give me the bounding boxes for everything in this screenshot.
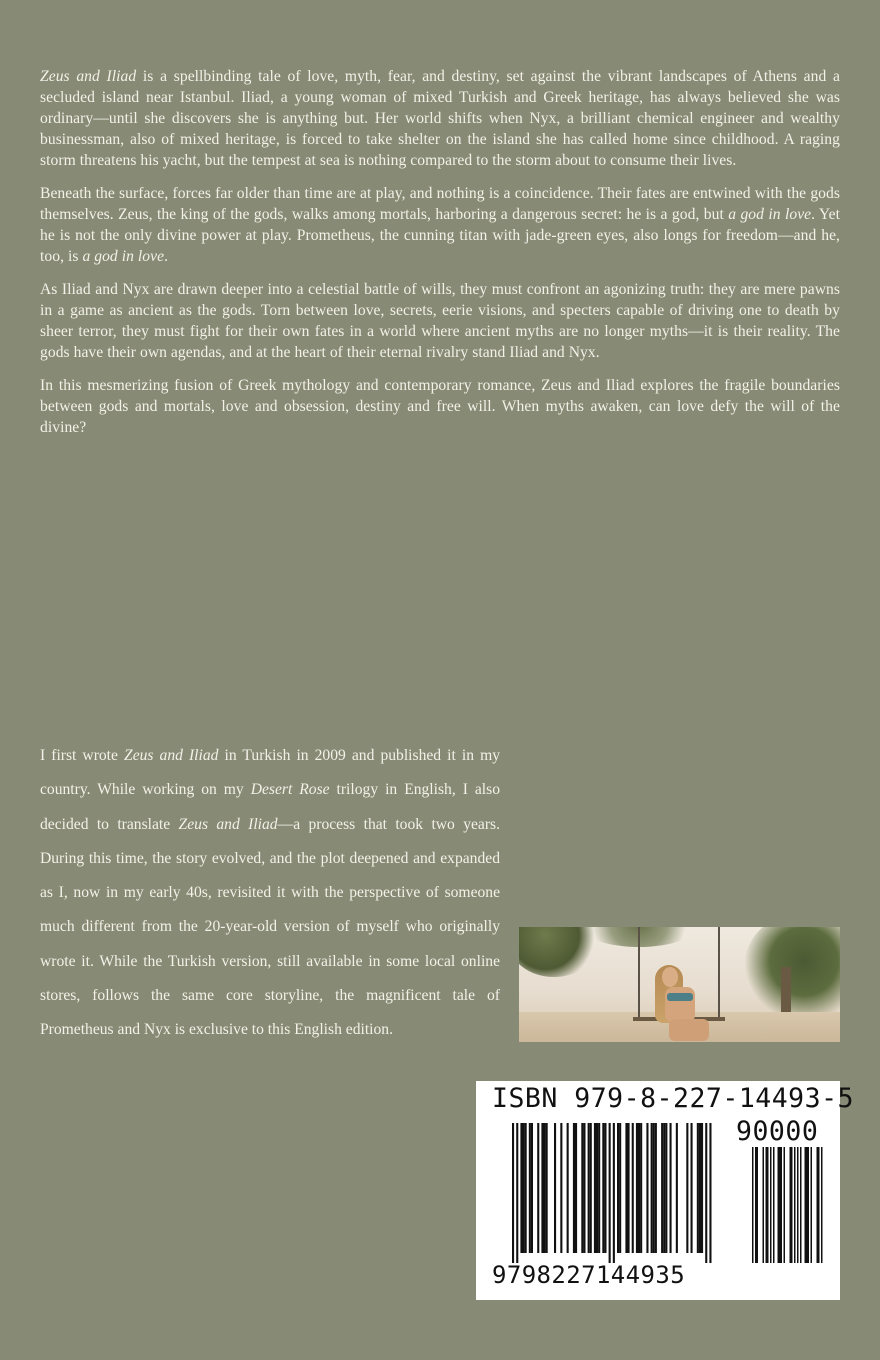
barcode-bar [531,1123,533,1253]
barcode-bar [590,1123,592,1253]
barcode-bar [598,1123,600,1253]
price-bar [784,1147,786,1263]
price-bar [794,1147,796,1263]
price-bar [766,1147,768,1263]
barcode-bar [541,1123,543,1253]
barcode-bar [617,1123,619,1253]
barcode-bar [655,1123,657,1253]
barcode-bar [709,1123,711,1263]
barcode-bar [609,1123,611,1263]
barcode-bar [651,1123,653,1253]
barcode-bar [523,1123,525,1253]
barcode-bar [697,1123,699,1253]
barcode-bar [567,1123,569,1253]
blurb-paragraph [40,66,840,171]
barcode-bar [663,1123,665,1253]
text-run: In this mesmerizing fusion of Greek mythology and contemporary romance, Zeus and Iliad explores the fragile boundaries between gods and mortals, love and obsession, destiny and free will. When myths awaken, can love defy the will of the divine? [40,377,840,436]
price-bar [817,1147,819,1263]
barcode-bar [588,1123,590,1253]
barcode-bar [638,1123,640,1253]
barcode-bar [705,1123,707,1263]
price-bar [791,1147,793,1263]
blurb-paragraph [40,375,840,438]
italic-title: Desert Rose [250,781,330,799]
price-bar [805,1147,807,1263]
price-bar [808,1147,810,1263]
text-run: —a process that took two years. During this time, the story evolved, and the plot deepened and expanded as I, now in my early 40s, revisited it with the perspective of someone much different from the 20-year-old version of myself who originally wrote it. While the Turkish version, still available in some local online stores, follows the same core storyline, the magnificent tale of Prometheus and Nyx is exclusive to this English edition. [40,815,500,1039]
text-run: is a spellbinding tale of love, myth, fear, and destiny, set against the vibrant landscapes of Athens and a secluded island near Istanbul. Iliad, a young woman of mixed Turkish and Greek heritage, has always believed she was ordinary—until she discovers she is anything but. Her world shifts when Nyx, a brilliant chemical engineer and wealthy businessman, also of mixed heritage, is forced to take shelter on the island she has called home since childhood. A raging storm threatens his yacht, but the tempest at sea is nothing compared to the storm about to consume their lives. [40,68,840,169]
barcode-bar [525,1123,527,1253]
price-bar [811,1147,813,1263]
barcode-bar [512,1123,514,1263]
author-note [40,739,500,1048]
barcode-bar [670,1123,672,1253]
barcode-bar [594,1123,596,1253]
barcode-bar [646,1123,648,1253]
price-bar [757,1147,759,1263]
barcode-bar [676,1123,678,1253]
text-run: . [164,248,169,265]
barcode-bar [546,1123,548,1253]
text-run: in Turkish in 2009 and published it in my country. While working on my [40,747,501,799]
price-bar [778,1147,780,1263]
barcode-bar [544,1123,546,1253]
barcode-bar [625,1123,627,1253]
barcode-bar [619,1123,621,1253]
barcode-bar [583,1123,585,1253]
price-bar [818,1147,820,1263]
price-bar [797,1147,799,1263]
barcode-bar [665,1123,667,1253]
price-bar [773,1147,775,1263]
barcode-bar [604,1123,606,1253]
barcode-bar [653,1123,655,1253]
barcode-bar [537,1123,539,1253]
isbn-barcode [476,1081,854,1300]
text-run: I first wrote [40,747,125,764]
price-bar [755,1147,757,1263]
price-bar [767,1147,769,1263]
back-cover-blurb [40,66,840,438]
text-run: As Iliad and Nyx are drawn deeper into a celestial battle of wills, they must confront an agonizing truth: they are mere pawns in a game as ancient as the gods. Torn between love, secrets, eerie visions, and specters capable of driving one to death by sheer terror, they must fight for their own fates in a world where ancient myths are no longer myths—it is their reality. The gods have their own agendas, and at the heart of their eternal rivalry stand Iliad and Nyx. [40,281,840,361]
price-bar [752,1147,754,1263]
barcode-bar [529,1123,531,1253]
price-bar [763,1147,765,1263]
barcode-bar [516,1123,518,1263]
barcode-bar [691,1123,693,1253]
italic-title: a god in love [728,206,812,223]
barcode-bar [628,1123,630,1253]
barcode-bar [573,1123,575,1253]
text-run: Beneath the surface, forces far older than time are at play, and nothing is a coincidence. Their fates are entwined with the gods themselves. Zeus, the king of the gods, walks among mortals, harboring a dangerous secret: he is a god, but [40,185,840,223]
barcode-bar [554,1123,556,1253]
text-run: trilogy in English, I also decided to translate [40,781,500,833]
price-bar [779,1147,781,1263]
italic-title: Zeus and Iliad [40,68,137,85]
barcode-bar [575,1123,577,1253]
text-run: . Yet he is not the only divine power at play. Prometheus, the cunning titan with jade-green eyes, also longs for freedom—and he, too, is [40,206,840,265]
italic-title: Zeus and Iliad [124,747,219,764]
price-bar [790,1147,792,1263]
barcode-bar [632,1123,634,1253]
barcode-bar [581,1123,583,1253]
barcode-bar [602,1123,604,1253]
italic-title: Zeus and Iliad [178,815,278,833]
blurb-paragraph [40,183,840,267]
barcode-bar [640,1123,642,1253]
barcode-bar [613,1123,615,1263]
blurb-paragraph [40,279,840,363]
price-bar [821,1147,823,1263]
barcode-bar [596,1123,598,1253]
author-note-paragraph [40,739,500,1048]
price-bar [770,1147,772,1263]
price-bar [800,1147,802,1263]
barcode-bar [661,1123,663,1253]
price-bar [781,1147,783,1263]
barcode-bar [636,1123,638,1253]
barcode-bar [520,1123,522,1253]
italic-title: a god in love [82,248,165,265]
price-code: 90000 [736,1116,819,1147]
ean-digits: 9798227144935 [492,1261,686,1289]
author-photo [519,927,840,1042]
barcode-bar [686,1123,688,1253]
barcode-bar [560,1123,562,1253]
price-bar [806,1147,808,1263]
barcode-bar [701,1123,703,1253]
barcode-bar [699,1123,701,1253]
isbn-label: ISBN 979-8-227-14493-5 [492,1083,854,1114]
